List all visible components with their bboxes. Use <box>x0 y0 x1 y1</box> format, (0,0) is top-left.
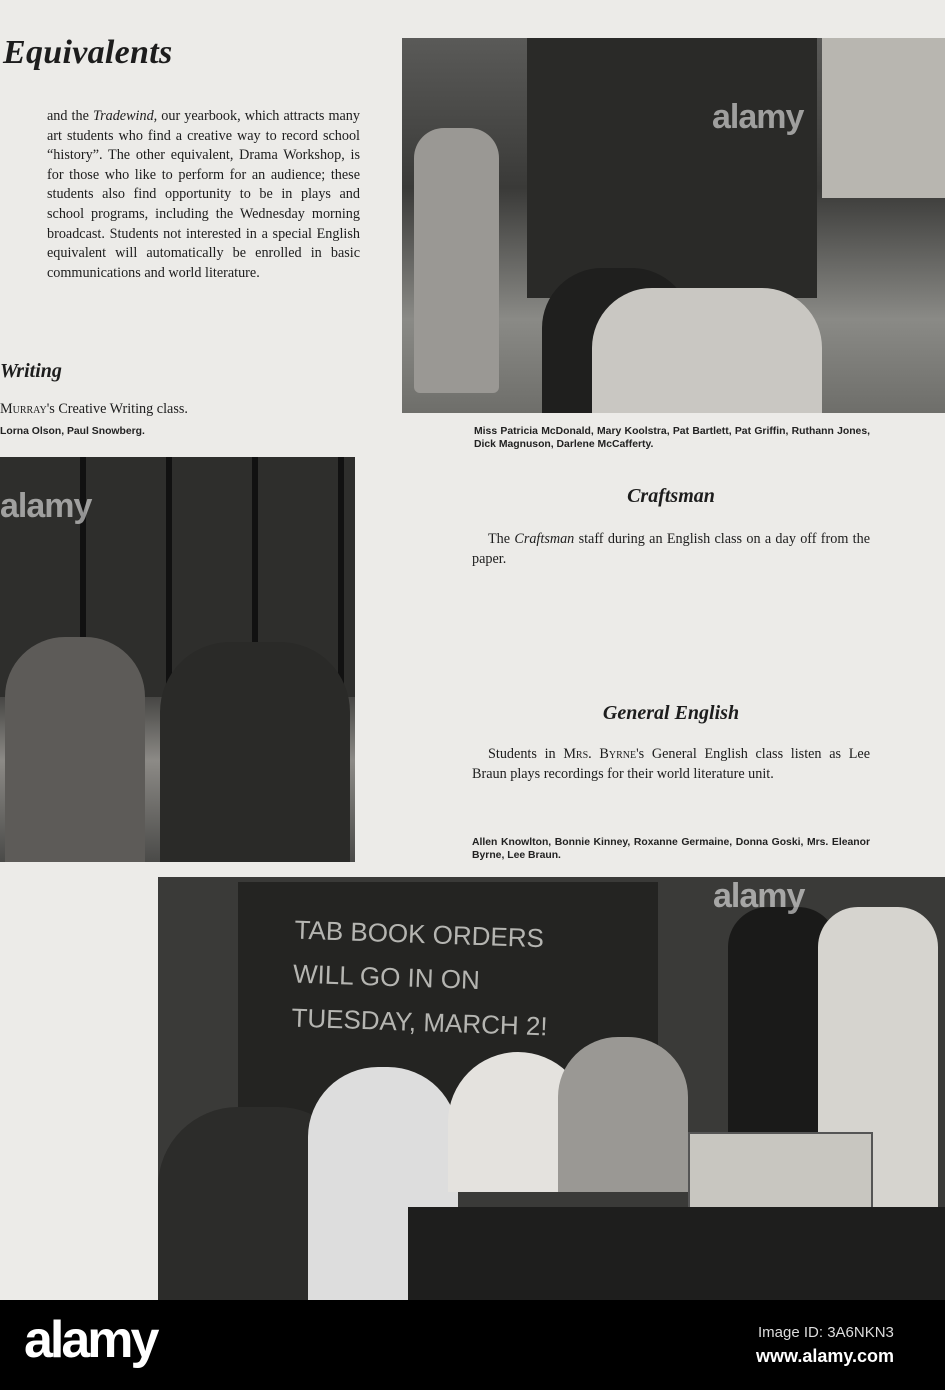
intro-italic: Tradewind, <box>92 108 158 124</box>
general-english-photo-names: Allen Knowlton, Bonnie Kinney, Roxanne Germaine, Donna Goski, Mrs. Eleanor Byrne, Lee Braun. <box>472 837 870 861</box>
student-figure <box>160 642 350 862</box>
watermark: alamy <box>712 98 804 136</box>
chalkboard-text <box>291 908 552 1049</box>
image-id: Image ID: 3A6NKN3 <box>758 1324 894 1341</box>
caption-text: 's Creative Writing class. <box>46 401 188 417</box>
general-english-text <box>472 745 870 784</box>
chalk-line: TUESDAY, MARCH 2! <box>291 1002 549 1042</box>
craftsman-photo <box>402 38 945 413</box>
intro-paragraph <box>47 107 360 283</box>
chalk-line: WILL GO IN ON <box>292 958 481 996</box>
teacher-name: Mrs. Byrne <box>563 746 637 762</box>
general-text-rest: 's General English class listen as Lee Braun plays recordings for their world literature unit. <box>472 746 870 782</box>
craftsman-heading: Craftsman <box>627 485 715 507</box>
craftsman-text-start: The <box>488 531 515 547</box>
writing-caption <box>0 401 188 418</box>
watermark-footer <box>0 1300 945 1390</box>
craftsman-italic: Craftsman <box>514 531 575 547</box>
bulletin-board <box>822 38 945 198</box>
writing-heading: Writing <box>0 360 62 382</box>
student-figure <box>5 637 145 862</box>
chalk-line: TAB BOOK ORDERS <box>294 914 545 954</box>
intro-text: and the <box>47 108 93 124</box>
chalkboard <box>527 38 817 298</box>
writing-photo <box>0 457 355 862</box>
student-figure <box>592 288 822 413</box>
table <box>408 1207 945 1300</box>
watermark: alamy <box>0 487 92 525</box>
page-title: Equivalents <box>3 34 173 71</box>
watermark: alamy <box>713 877 805 915</box>
teacher-name: Murray <box>0 401 47 417</box>
alamy-logo: alamy <box>24 1311 157 1369</box>
record-player <box>688 1132 873 1212</box>
writing-photo-names: Lorna Olson, Paul Snowberg. <box>0 426 145 437</box>
general-text-start: Students in <box>488 746 564 762</box>
teacher-figure <box>414 128 499 393</box>
general-english-heading: General English <box>602 702 740 724</box>
student-figure <box>558 1037 688 1192</box>
intro-text-rest: our yearbook, which attracts many art students who find a creative way to record school “history”. The other equivalent, Drama Workshop, is for those who like to perform for an audience; these students also find opportunity to be in plays and school programs, including the Wednesday morning broadcast. Students not interested in a special English equivalent will automatically be enrolled in basic communications and world literature. <box>47 108 360 281</box>
craftsman-text <box>472 530 870 569</box>
alamy-url: www.alamy.com <box>756 1346 895 1366</box>
craftsman-text-rest: staff during an English class on a day off from the paper. <box>472 531 870 567</box>
craftsman-photo-names: Miss Patricia McDonald, Mary Koolstra, Pat Bartlett, Pat Griffin, Ruthann Jones, Dick Magnuson, Darlene McCafferty. <box>474 426 870 450</box>
general-english-photo <box>158 877 945 1300</box>
